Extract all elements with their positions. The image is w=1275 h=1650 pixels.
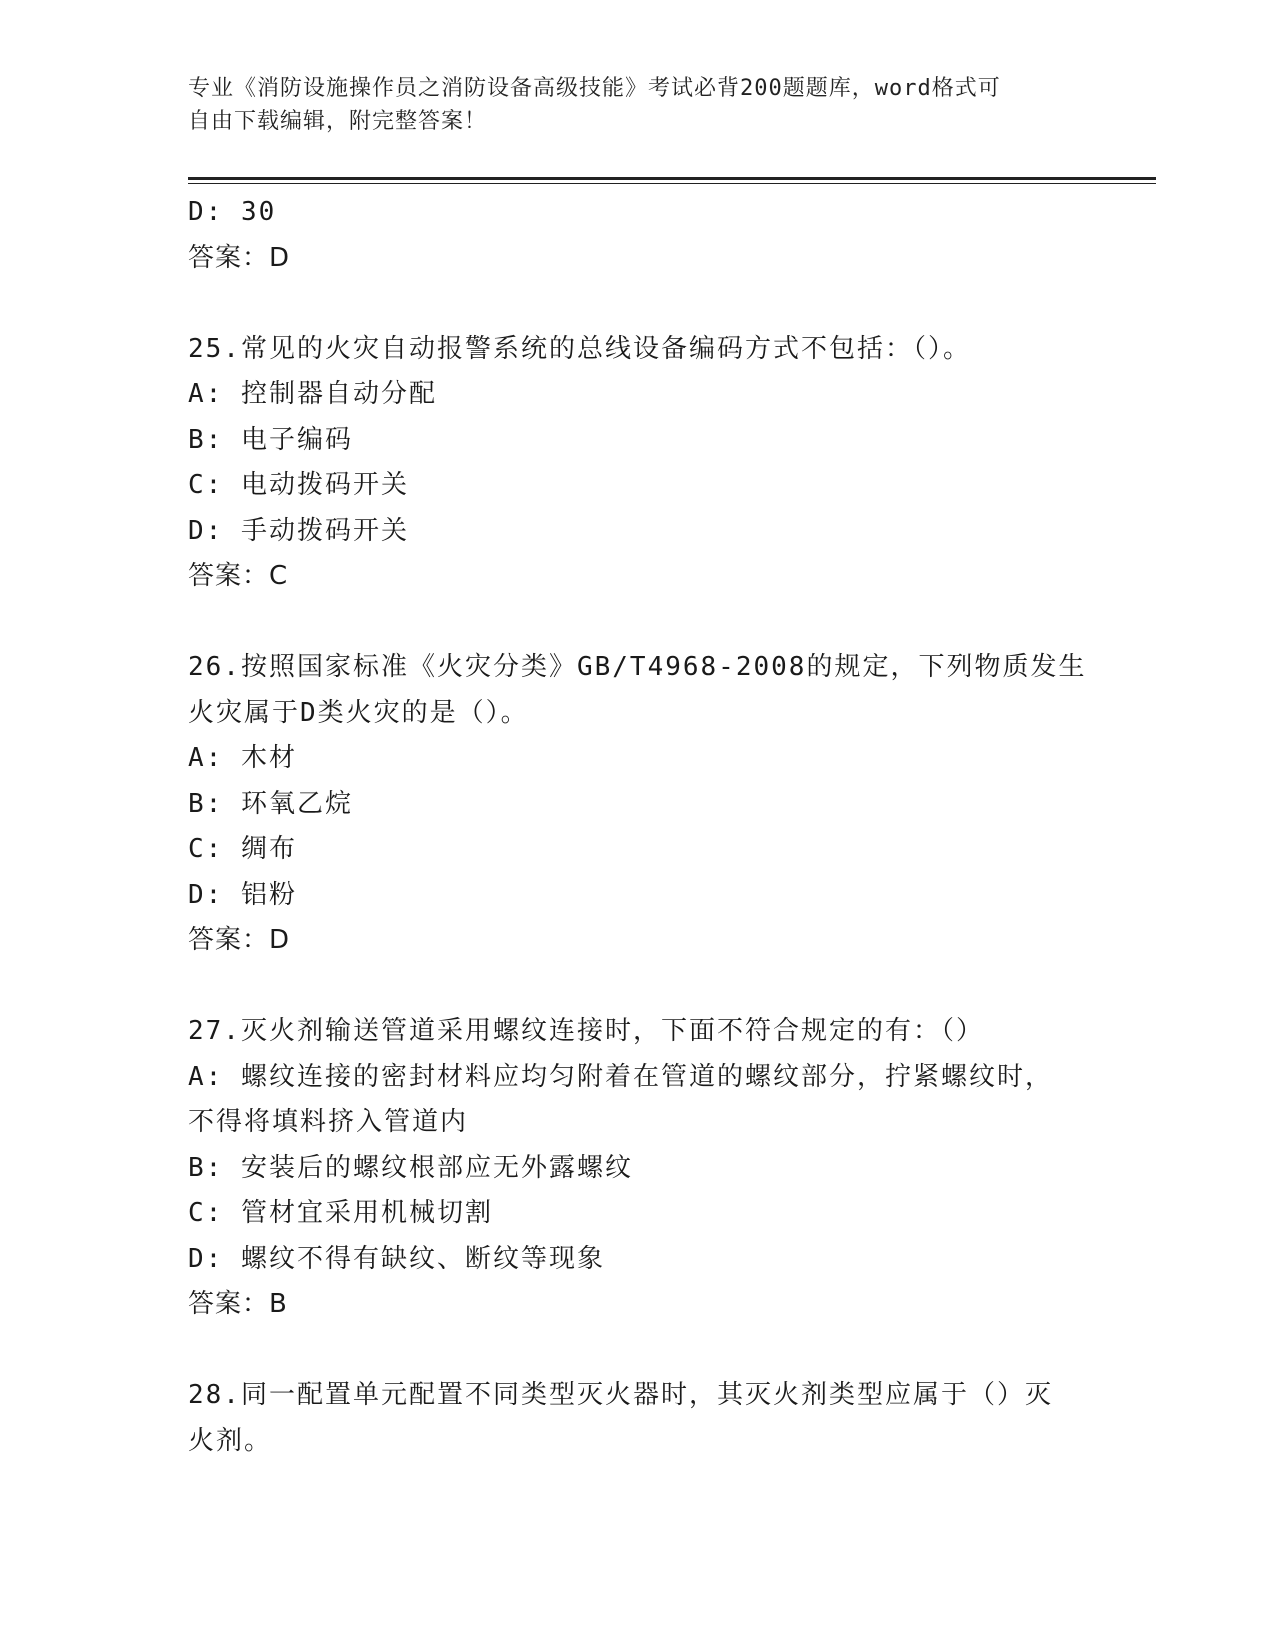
header-line-1: 专业《消防设施操作员之消防设备高级技能》考试必背200题题库，word格式可 <box>188 76 1001 101</box>
header-line-2: 自由下载编辑，附完整答案！ <box>188 109 488 134</box>
question-stem: 27.灭火剂输送管道采用螺纹连接时，下面不符合规定的有：（） <box>188 1016 984 1046</box>
header-divider-thick <box>188 177 1156 180</box>
option-c: C: 电动拨码开关 <box>188 470 409 500</box>
option-a: A: 木材 <box>188 743 297 773</box>
option-b: B: 电子编码 <box>188 424 353 455</box>
answer-line: 答案：C <box>188 561 289 591</box>
option-d: D: 螺纹不得有缺纹、断纹等现象 <box>188 1243 605 1274</box>
answer-line: 答案：D <box>188 242 291 273</box>
option-b: B: 环氧乙烷 <box>188 788 353 819</box>
option-a: A: 螺纹连接的密封材料应均匀附着在管道的螺纹部分，拧紧螺纹时， <box>188 1061 1053 1092</box>
option-d: D: 铝粉 <box>188 879 297 910</box>
document-header <box>188 72 1068 138</box>
answer-line: 答案：D <box>188 925 291 955</box>
option-b: B: 安装后的螺纹根部应无外露螺纹 <box>188 1152 633 1183</box>
header-divider-thin <box>188 183 1156 184</box>
option-a-continued: 不得将填料挤入管道内 <box>188 1107 469 1137</box>
question-stem: 25.常见的火灾自动报警系统的总线设备编码方式不包括：（）。 <box>188 333 971 364</box>
question-list <box>188 190 1088 1464</box>
question-stem-continued: 火灾属于D类火灾的是（）。 <box>188 697 529 728</box>
question-stem: 26.按照国家标准《火灾分类》GB/T4968-2008的规定，下列物质发生 <box>188 652 1087 682</box>
question-stem: 28.同一配置单元配置不同类型灭火器时，其灭火剂类型应属于（）灭 <box>188 1380 1053 1410</box>
option-d: D: 手动拨码开关 <box>188 515 409 546</box>
option-c: C: 管材宜采用机械切割 <box>188 1198 493 1228</box>
spacer <box>188 964 1088 1010</box>
option-c: C: 绸布 <box>188 834 297 864</box>
option-d: D: 30 <box>188 197 277 227</box>
spacer <box>188 600 1088 646</box>
spacer <box>188 1328 1088 1374</box>
question-stem-continued: 火剂。 <box>188 1425 273 1456</box>
spacer <box>188 281 1088 327</box>
option-a: A: 控制器自动分配 <box>188 379 437 409</box>
answer-line: 答案：B <box>188 1289 288 1319</box>
